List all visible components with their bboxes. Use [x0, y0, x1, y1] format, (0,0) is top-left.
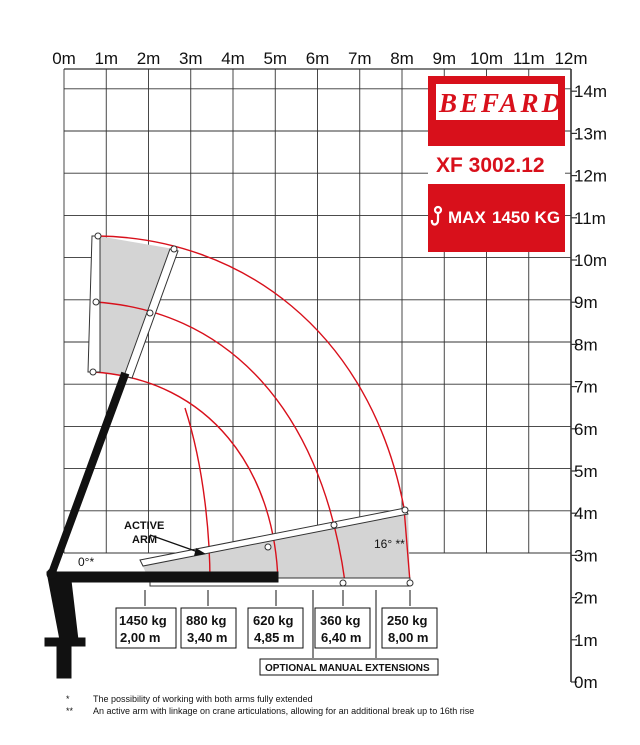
y-tick-label: 11m	[574, 208, 606, 228]
brand-model: XF 3002.12	[436, 154, 545, 177]
y-tick-label: 14m	[574, 82, 608, 102]
y-tick-label: 8m	[574, 335, 598, 355]
angle-zero-label: 0°*	[78, 555, 95, 569]
load-kg: 620 kg	[253, 613, 294, 628]
x-tick-label: 7m	[347, 49, 372, 68]
extensions-label: OPTIONAL MANUAL EXTENSIONS	[265, 663, 430, 674]
x-axis-labels	[52, 49, 587, 68]
load-distance: 2,00 m	[120, 630, 161, 645]
y-tick-label: 4m	[574, 504, 598, 524]
load-boxes	[116, 608, 438, 675]
y-tick-label: 0m	[574, 673, 598, 692]
y-tick-label: 5m	[574, 462, 598, 481]
load-box	[382, 608, 437, 648]
x-tick-label: 3m	[178, 49, 203, 68]
x-tick-label: 9m	[432, 49, 457, 68]
load-kg: 360 kg	[320, 613, 361, 628]
load-kg: 250 kg	[387, 613, 428, 628]
brand-max-load: 1450 KG	[492, 208, 561, 227]
x-tick-label: 4m	[221, 49, 245, 68]
active-arm-label-2: ARM	[132, 534, 158, 546]
extensions-box	[260, 659, 438, 675]
brand-name: BEFARD	[439, 88, 565, 118]
footnote-mark-2: **	[66, 706, 74, 716]
x-tick-label: 2m	[136, 49, 161, 68]
y-tick-label: 9m	[574, 293, 598, 313]
y-tick-label: 13m	[574, 124, 608, 144]
y-tick-label: 12m	[574, 166, 608, 186]
boom-foot	[57, 646, 71, 678]
brand-max-label: MAX	[448, 208, 486, 227]
y-tick-label: 1m	[574, 630, 598, 650]
boom-base	[45, 638, 85, 646]
x-tick-label: 10m	[469, 49, 504, 68]
y-tick-label: 7m	[574, 377, 598, 397]
load-box	[248, 608, 303, 648]
y-axis-labels	[574, 82, 607, 692]
x-tick-label: 6m	[305, 49, 330, 68]
y-tick-label: 6m	[574, 419, 598, 439]
x-tick-label: 1m	[94, 49, 119, 68]
load-box	[116, 608, 176, 648]
y-tick-label: 3m	[574, 546, 598, 566]
load-box	[315, 608, 370, 648]
load-distance: 4,85 m	[254, 630, 295, 645]
active-arm-label-1: ACTIVE	[124, 520, 165, 532]
load-distance: 3,40 m	[187, 630, 228, 645]
x-tick-label: 12m	[554, 49, 588, 68]
footnote-text-2: An active arm with linkage on crane articulations, allowing for an additional break up to 16th rise	[93, 706, 475, 716]
boom-main-arm	[50, 572, 278, 582]
x-tick-label: 11m	[512, 49, 545, 68]
load-distance: 8,00 m	[388, 630, 429, 645]
brand-panel	[428, 76, 565, 252]
y-tick-label: 10m	[574, 251, 608, 270]
load-distance: 6,40 m	[321, 630, 362, 645]
load-box	[181, 608, 236, 648]
load-kg: 880 kg	[186, 613, 227, 628]
footnote-mark-1: *	[66, 694, 70, 704]
x-tick-label: 8m	[390, 49, 414, 68]
x-tick-label: 5m	[263, 49, 288, 68]
y-tick-label: 2m	[574, 588, 598, 608]
angle-rise-label: 16° **	[374, 537, 405, 551]
boom-vertical-arm	[50, 373, 128, 570]
footnote-text-1: The possibility of working with both arms fully extended	[93, 694, 313, 704]
x-tick-label: 0m	[52, 49, 76, 68]
load-kg: 1450 kg	[119, 613, 167, 628]
